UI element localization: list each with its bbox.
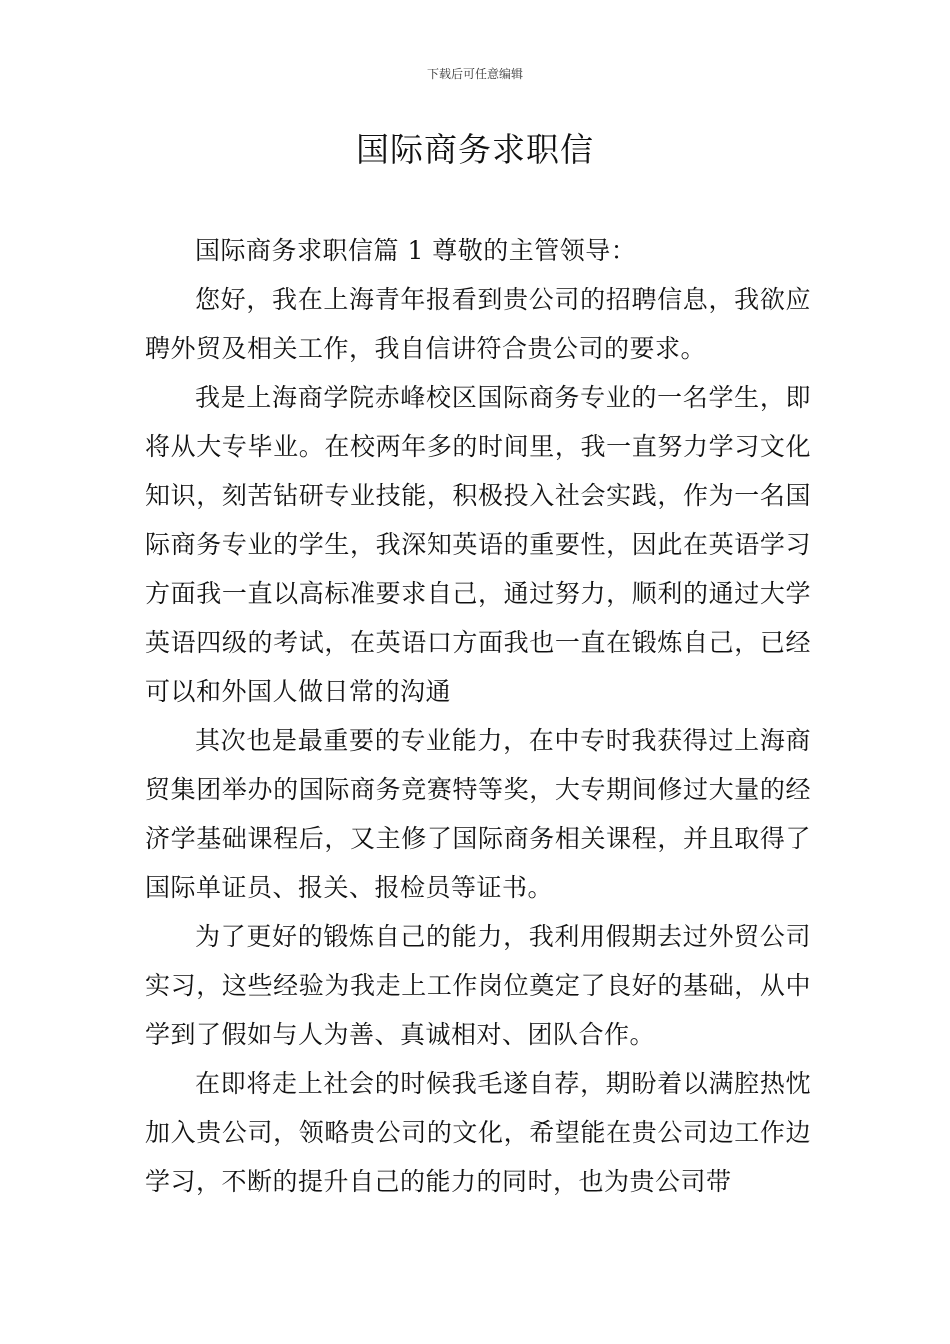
paragraph-experience: 为了更好的锻炼自己的能力，我利用假期去过外贸公司实习，这些经验为我走上工作岗位奠定了良好的基础，从中学到了假如与人为善、真诚相对、团队合作。 xyxy=(145,922,811,1049)
paragraph-intro: 您好，我在上海青年报看到贵公司的招聘信息，我欲应聘外贸及相关工作，我自信讲符合贵公司的要求。 xyxy=(145,285,811,363)
paragraph-background: 我是上海商学院赤峰校区国际商务专业的一名学生，即将从大专毕业。在校两年多的时间里，我一直努力学习文化知识，刻苦钻研专业技能，积极投入社会实践，作为一名国际商务专业的学生，我深知英语的重要性，因此在英语学习方面我一直以高标准要求自己，通过努力，顺利的通过大学英语四级的考试，在英语口方面我也一直在锻炼自己，已经可以和外国人做日常的沟通 xyxy=(145,383,811,706)
paragraph-skills: 其次也是最重要的专业能力，在中专时我获得过上海商贸集团举办的国际商务竞赛特等奖，大专期间修过大量的经济学基础课程后，又主修了国际商务相关课程，并且取得了国际单证员、报关、报检员等证书。 xyxy=(145,726,811,902)
page-title: 国际商务求职信 xyxy=(356,130,594,169)
letter-body xyxy=(145,226,811,1206)
paragraph-greeting: 国际商务求职信篇 1 尊敬的主管领导： xyxy=(195,236,637,265)
paragraph-closing: 在即将走上社会的时候我毛遂自荐，期盼着以满腔热忱加入贵公司，领略贵公司的文化，希望能在贵公司边工作边学习，不断的提升自己的能力的同时，也为贵公司带 xyxy=(145,1069,811,1196)
header-note: 下载后可任意编辑 xyxy=(426,67,523,81)
